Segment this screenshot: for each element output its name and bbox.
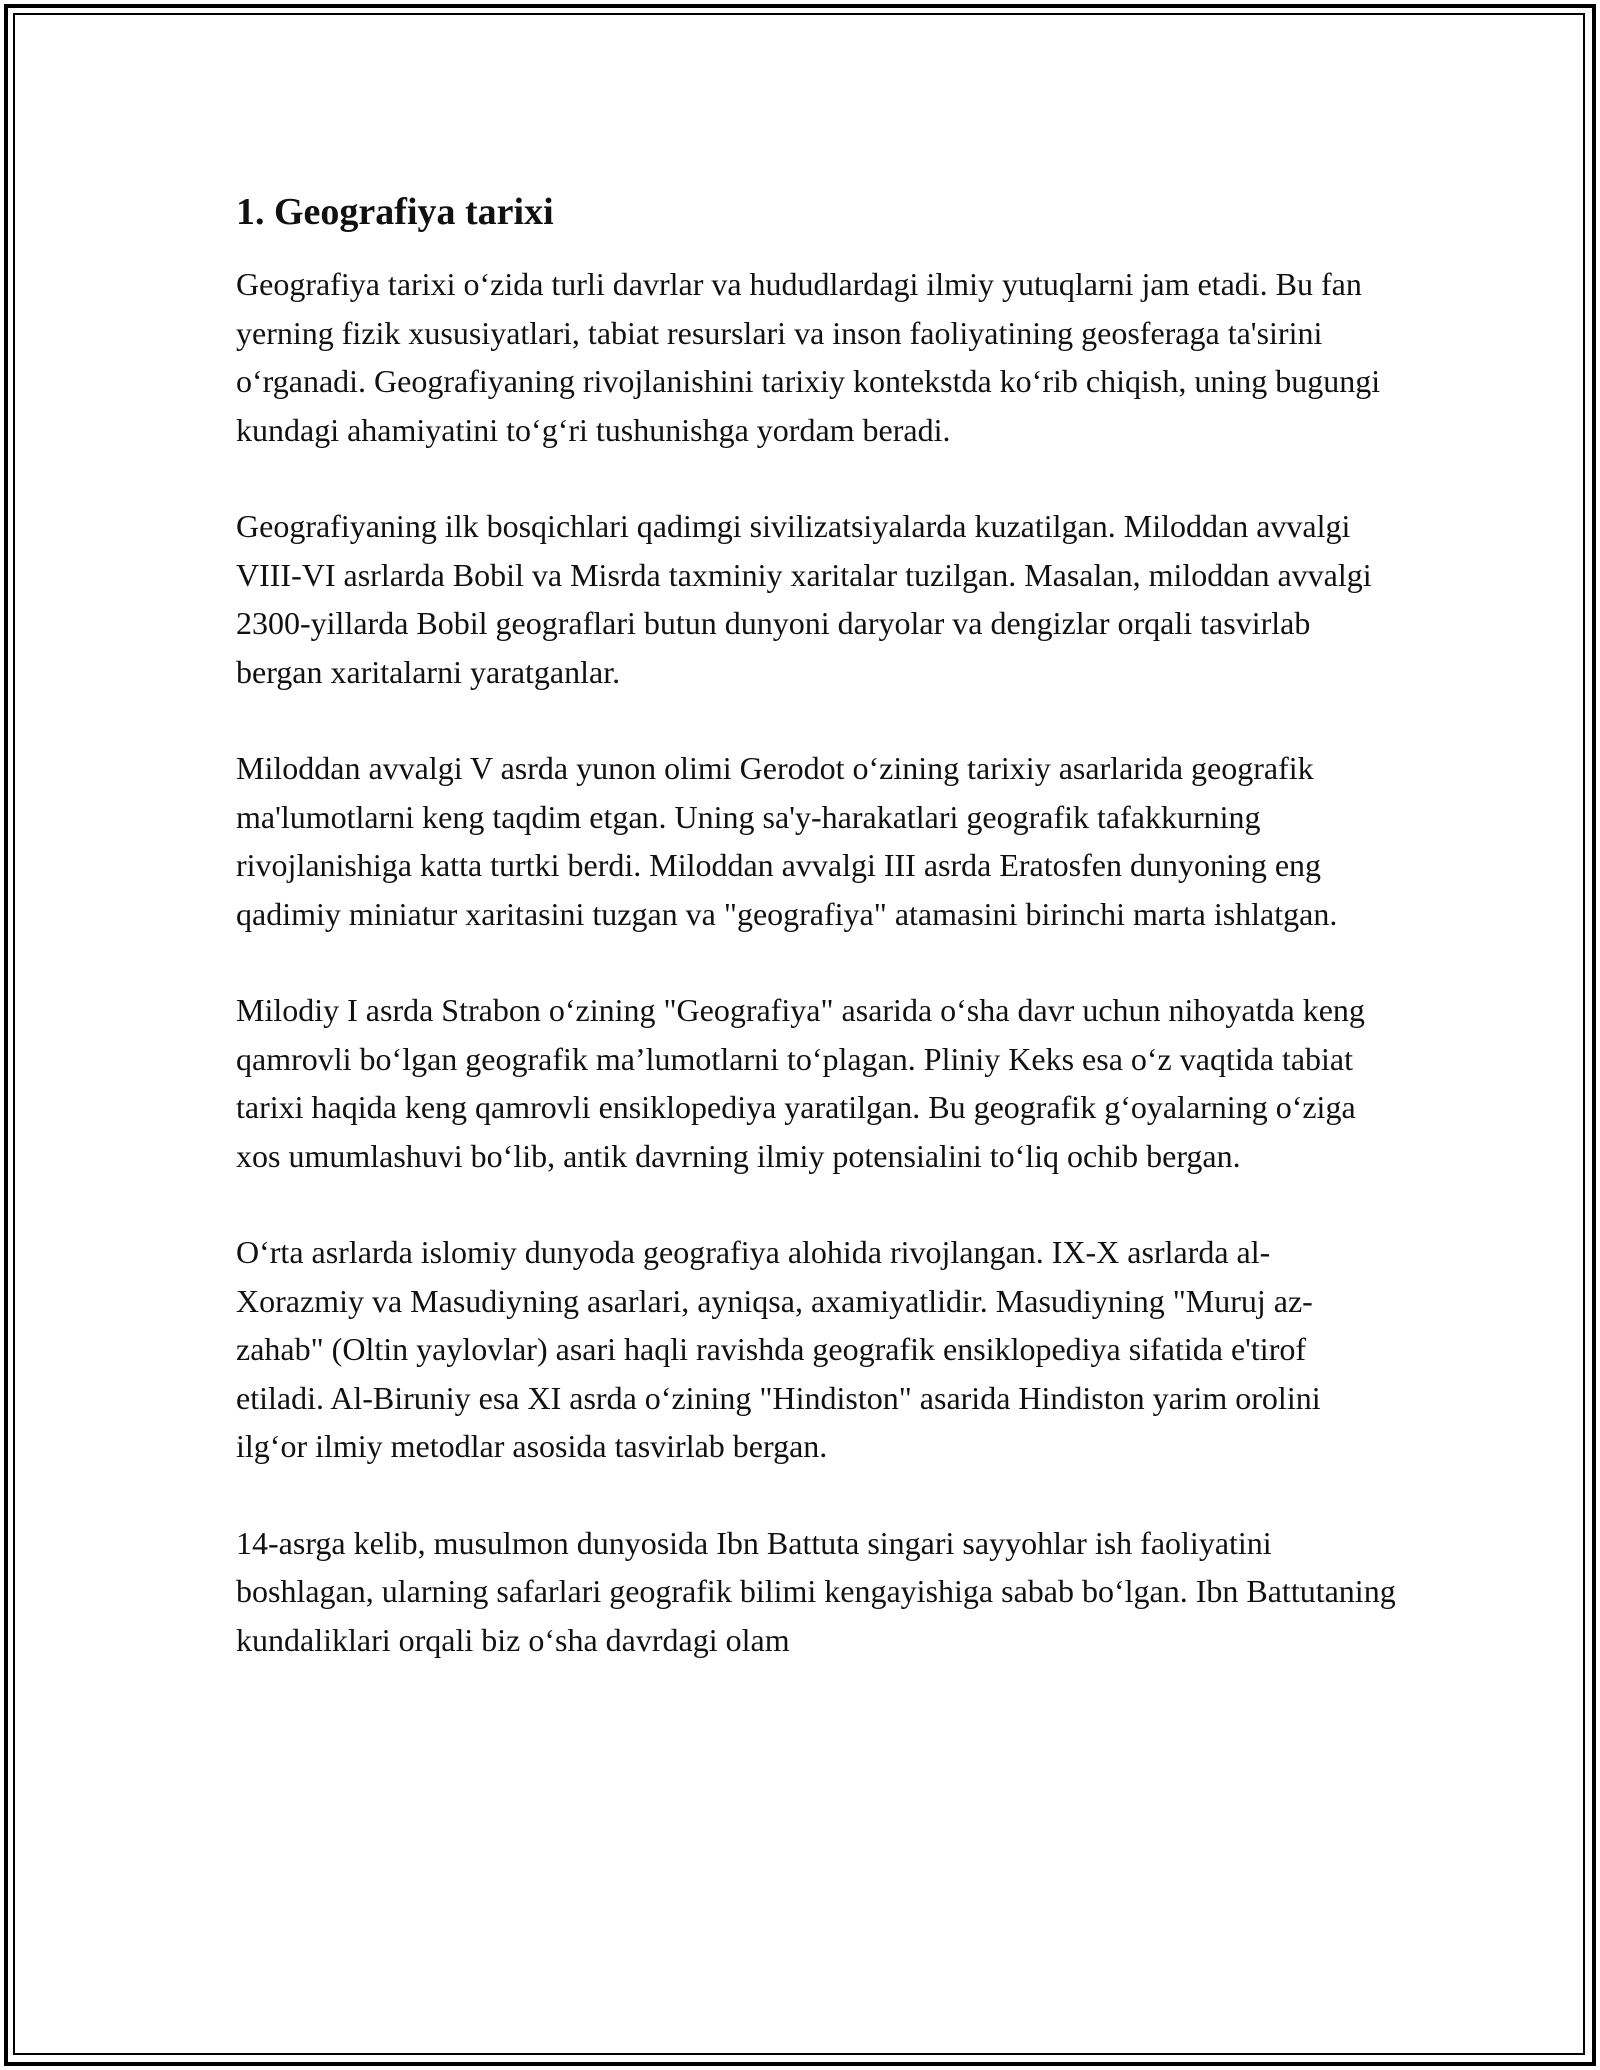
paragraph-3: Miloddan avvalgi V asrda yunon olimi Gerodot o‘zining tarixiy asarlarida geografik ma'lumotlarni keng taqdim etgan. Uning sa'y-harakatlari geografik tafakkurning rivojlanishiga katta turtki berdi. Miloddan avvalgi III asrda Eratosfen dunyoning eng qadimiy miniatur xaritasini tuzgan va "geografiya" atamasini birinchi marta ishlatgan. xyxy=(236,750,1338,932)
section-heading: 1. Geografiya tarixi xyxy=(236,191,554,233)
paragraph-6: 14-asrga kelib, musulmon dunyosida Ibn Battuta singari sayyohlar ish faoliyatini boshlagan, ularning safarlari geografik bilimi kengayishiga sabab bo‘lgan. Ibn Battutaning kundaliklari orqali biz o‘sha davrdagi olam xyxy=(236,1524,1396,1658)
paragraph-1: Geografiya tarixi o‘zida turli davrlar va hududlardagi ilmiy yutuqlarni jam etadi. Bu fan yerning fizik xususiyatlari, tabiat resurslari va inson faoliyatining geosferaga ta'sirini o‘rganadi. Geografiyaning rivojlanishini tarixiy kontekstda ko‘rib chiqish, uning bugungi kundagi ahamiyatini to‘g‘ri tushunishga yordam beradi. xyxy=(236,266,1381,448)
document-body xyxy=(236,188,1396,1664)
paragraph-4: Milodiy I asrda Strabon o‘zining "Geografiya" asarida o‘sha davr uchun nihoyatda keng qamrovli bo‘lgan geografik ma’lumotlarni to‘plagan. Pliniy Keks esa o‘z vaqtida tabiat tarixi haqida keng qamrovli ensiklopediya yaratilgan. Bu geografik g‘oyalarning o‘ziga xos umumlashuvi bo‘lib, antik davrning ilmiy potensialini to‘liq ochib bergan. xyxy=(236,992,1365,1174)
paragraph-2: Geografiyaning ilk bosqichlari qadimgi sivilizatsiyalarda kuzatilgan. Miloddan avvalgi VIII-VI asrlarda Bobil va Misrda taxminiy xaritalar tuzilgan. Masalan, miloddan avvalgi 2300-yillarda Bobil geograflari butun dunyoni daryolar va dengizlar orqali tasvirlab bergan xaritalarni yaratganlar. xyxy=(236,508,1372,690)
paragraph-5: O‘rta asrlarda islomiy dunyoda geografiya alohida rivojlangan. IX-X asrlarda al-Xorazmiy va Masudiyning asarlari, ayniqsa, axamiyatlidir. Masudiyning "Muruj az-zahab" (Oltin yaylovlar) asari haqli ravishda geografik ensiklopediya sifatida e'tirof etiladi. Al-Biruniy esa XI asrda o‘zining "Hindiston" asarida Hindiston yarim orolini ilg‘or ilmiy metodlar asosida tasvirlab bergan. xyxy=(236,1234,1321,1464)
